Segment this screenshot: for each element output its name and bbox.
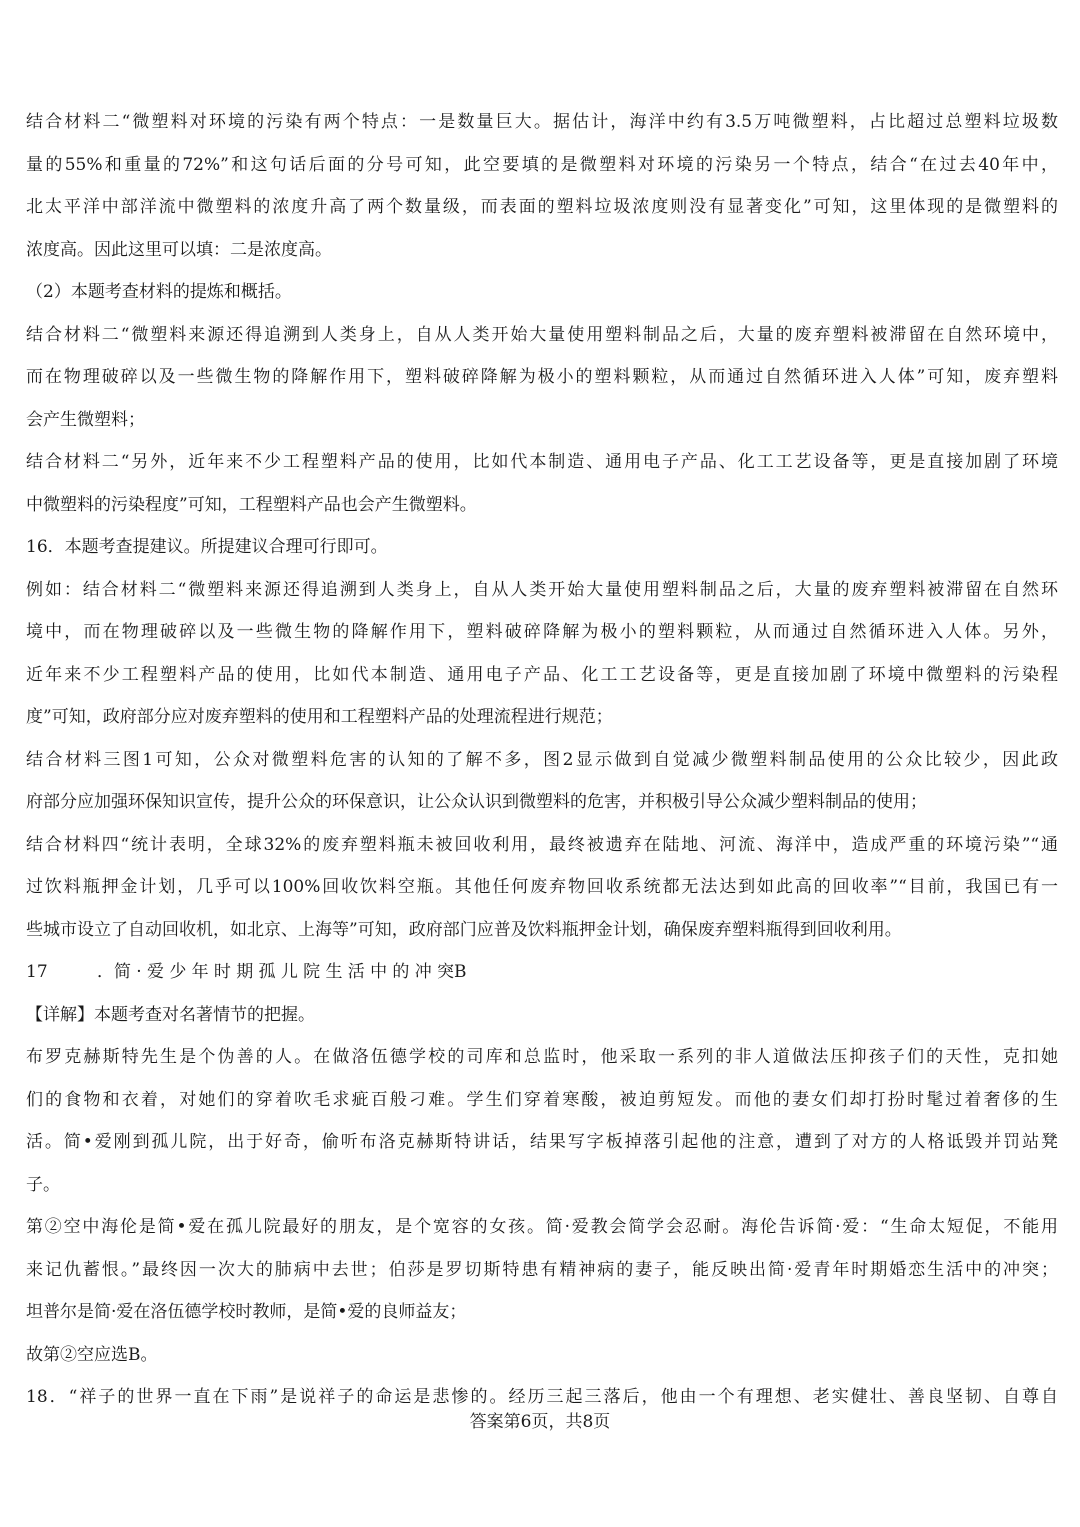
document-body <box>26 101 1058 1419</box>
text-line: 18．“祥子的世界一直在下雨”是说祥子的命运是悲惨的。经历三起三落后，他由一个有理想、老实健壮、善良坚韧、自尊自 <box>26 1387 1058 1407</box>
text-line: 结合材料三图1可知，公众对微塑料危害的认知的了解不多，图2显示做到自觉减少微塑料制品使用的公众比较少，因此政 <box>26 749 1058 770</box>
text-line: 境中，而在物理破碎以及一些微生物的降解作用下，塑料破碎降解为极小的塑料颗粒，从而通过自然循环进入人体。另外， <box>26 622 1058 642</box>
answer-block-17-18 <box>26 994 1058 1419</box>
text-line: 【详解】本题考查对名著情节的把握。 <box>26 1004 315 1025</box>
answer-block-15-16 <box>26 101 1058 951</box>
text-line: 度”可知，政府部分应对废弃塑料的使用和工程塑料产品的处理流程进行规范； <box>26 707 613 727</box>
text-line: 坦普尔是简·爱在洛伍德学校时教师，是简•爱的良师益友； <box>26 1302 467 1322</box>
text-line: 量的55%和重量的72%”和这句话后面的分号可知，此空要填的是微塑料对环境的污染另一个特点，结合“在过去40年中， <box>26 154 1058 175</box>
text-line: 活。简•爱刚到孤儿院，出于好奇，偷听布洛克赫斯特讲话，结果写字板掉落引起他的注意，遭到了对方的人格诋毁并罚站凳 <box>26 1132 1058 1152</box>
text-line: 中微塑料的污染程度”可知，工程塑料产品也会产生微塑料。 <box>26 494 477 515</box>
answer-blank-1: 简·爱少年时期孤儿院生活中的冲突 <box>114 962 454 982</box>
text-line: 过饮料瓶押金计划，几乎可以100%回收饮料空瓶。其他任何废弃物回收系统都无法达到如此高的回收率”“目前，我国已有一 <box>26 877 1058 897</box>
text-line: 们的食物和衣着，对她们的穿着吹毛求疵百般刁难。学生们穿着寒酸，被迫剪短发。而他的妻女们却打扮时髦过着奢侈的生 <box>26 1089 1058 1110</box>
text-line: 16．本题考查提建议。所提建议合理可行即可。 <box>26 537 388 557</box>
page-footer: 答案第6页，共8页 <box>469 1412 611 1432</box>
text-line: 浓度高。因此这里可以填：二是浓度高。 <box>26 239 332 260</box>
answer-blank-2: B <box>454 962 467 982</box>
text-line: 结合材料二“微塑料来源还得追溯到人类身上，自从人类开始大量使用塑料制品之后，大量的废弃塑料被滞留在自然环境中， <box>26 324 1058 345</box>
text-line: 北太平洋中部洋流中微塑料的浓度升高了两个数量级，而表面的塑料垃圾浓度则没有显著变化”可知，这里体现的是微塑料的 <box>26 197 1058 217</box>
text-line: 子。 <box>26 1174 60 1195</box>
text-line: 府部分应加强环保知识宣传，提升公众的环保意识，让公众认识到微塑料的危害，并积极引导公众减少塑料制品的使用； <box>26 792 927 812</box>
text-line: 第②空中海伦是简•爱在孤儿院最好的朋友，是个宽容的女孩。简·爱教会简学会忍耐。海伦告诉简·爱：“生命太短促，不能用 <box>26 1217 1058 1237</box>
text-line: 例如：结合材料二“微塑料来源还得追溯到人类身上，自从人类开始大量使用塑料制品之后，大量的废弃塑料被滞留在自然环 <box>26 579 1058 600</box>
text-line: 结合材料四“统计表明，全球32%的废弃塑料瓶未被回收利用，最终被遗弃在陆地、河流、海洋中，造成严重的环境污染”“通 <box>26 834 1058 855</box>
text-line: 结合材料二“微塑料对环境的污染有两个特点：一是数量巨大。据估计，海洋中约有3.5万吨微塑料，占比超过总塑料垃圾数 <box>26 112 1058 132</box>
text-line: 结合材料二“另外，近年来不少工程塑料产品的使用，比如代本制造、通用电子产品、化工工艺设备等，更是直接加剧了环境 <box>26 452 1058 472</box>
text-line: （2）本题考查材料的提炼和概括。 <box>26 282 292 302</box>
question-number: 17． <box>26 962 114 982</box>
text-line: 会产生微塑料； <box>26 409 145 430</box>
text-line: 故第②空应选B。 <box>26 1344 158 1365</box>
question-17-line <box>26 951 1058 994</box>
text-line: 而在物理破碎以及一些微生物的降解作用下，塑料破碎降解为极小的塑料颗粒，从而通过自然循环进入人体”可知，废弃塑料 <box>26 367 1058 387</box>
text-line: 近年来不少工程塑料产品的使用，比如代本制造、通用电子产品、化工工艺设备等，更是直接加剧了环境中微塑料的污染程 <box>26 664 1058 685</box>
text-line: 布罗克赫斯特先生是个伪善的人。在做洛伍德学校的司库和总监时，他采取一系列的非人道做法压抑孩子们的天性，克扣她 <box>26 1047 1058 1067</box>
text-line: 些城市设立了自动回收机，如北京、上海等”可知，政府部门应普及饮料瓶押金计划，确保废弃塑料瓶得到回收利用。 <box>26 919 902 940</box>
text-line: 来记仇蓄恨。”最终因一次大的肺病中去世；伯莎是罗切斯特患有精神病的妻子，能反映出简·爱青年时期婚恋生活中的冲突； <box>26 1259 1058 1280</box>
